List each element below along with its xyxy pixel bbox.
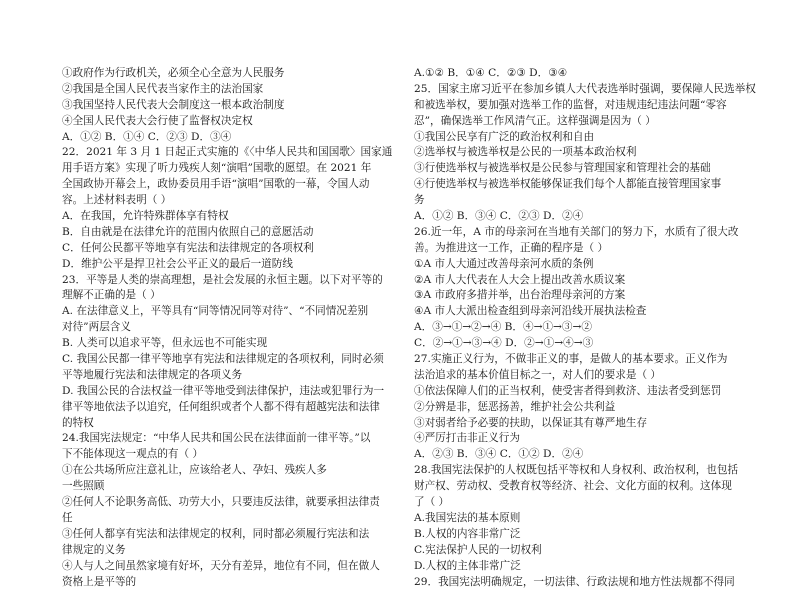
text-line: 善。为推进这一工作，正确的程序是（ ） [414,241,714,257]
text-line: ③任何人都享有宪法和法律规定的权利，同时都必须履行宪法和法 [62,527,362,543]
text-line: C.宪法保护人民的一切权利 [414,543,714,559]
text-line: ①我国公民享有广泛的政治权利和自由 [414,130,714,146]
text-line: D．维护公平是捍卫社会公平正义的最后一道防线 [62,257,362,273]
text-line: 忍”，确保选举工作风清气正。这样强调是因为（ ） [414,114,714,130]
text-line: 法治追求的基本价值目标之一，对人们的要求是（ ） [414,368,714,384]
text-line: 的特权 [62,416,362,432]
text-line: 律平等地依法予以追究，任何组织或者个人都不得有超越宪法和法律 [62,400,362,416]
text-line: 和被选举权，要加强对选举工作的监督，对违规违纪违法问题“零容 [414,98,714,114]
text-line: 容。上述材料表明（ ） [62,193,362,209]
text-line: B.人权的内容非常广泛 [414,527,714,543]
text-line: 一些照顾 [62,479,362,495]
text-line: A．①② B．①④ C．②③ D．③④ [62,130,362,146]
text-line: 务 [414,193,714,209]
page-fold [397,0,398,561]
text-line: A.①② B．①④ C．②③ D．③④ [414,66,714,82]
text-line: 22．2021 年 3 月 1 日起正式实施的《〈中华人民共和国国歌〉国家通 [62,145,362,161]
text-line: 25．国家主席习近平在参加乡镇人大代表选举时强调，要保障人民选举权 [414,82,714,98]
text-line: ④人与人之间虽然家境有好坏，天分有差异，地位有不同，但在做人 [62,559,362,575]
text-line: D. 我国公民的合法权益一律平等地受到法律保护，违法或犯罪行为一 [62,384,362,400]
text-line: A.我国宪法的基本原则 [414,511,714,527]
text-line: C．②→①→③→④ D．②→①→④→③ [414,336,714,352]
text-line: 资格上是平等的 [62,575,362,590]
text-line: ③行使选举权与被选举权是公民参与管理国家和管理社会的基础 [414,161,714,177]
text-line: C. 我国公民都一律平等地享有宪法和法律规定的各项权利，同时必须 [62,352,362,368]
text-line: 全国政协开幕会上，政协委员用手语“演唱”国歌的一幕，令国人动 [62,177,362,193]
text-line: ①在公共场所应注意礼让，应该给老人、孕妇、残疾人多 [62,463,362,479]
text-line: 24.我国宪法规定：“中华人民共和国公民在法律面前一律平等。”以 [62,431,362,447]
text-line: ①政府作为行政机关，必须全心全意为人民服务 [62,66,362,82]
text-line: 对待”两层含义 [62,320,362,336]
text-line: ②A 市人大代表在人大会上提出改善水质议案 [414,273,714,289]
text-line: A．①② B．③④ C．②③ D．②④ [414,209,714,225]
text-line: B．自由就是在法律允许的范围内依照自己的意愿活动 [62,225,362,241]
text-line: 平等地履行宪法和法律规定的各项义务 [62,368,362,384]
left-column [62,66,362,590]
text-line: ④行使选举权与被选举权能够保证我们每个人都能直接管理国家事 [414,177,714,193]
text-line: 29．我国宪法明确规定，一切法律、行政法规和地方性法规都不得同 [414,575,714,590]
text-line: 理解不正确的是（ ） [62,288,362,304]
text-line: 任 [62,511,362,527]
text-line: 28.我国宪法保护的人权既包括平等权和人身权利、政治权利，也包括 [414,463,714,479]
text-line: C．任何公民都平等地享有宪法和法律规定的各项权利 [62,241,362,257]
text-line: 23．平等是人类的崇高理想，是社会发展的永恒主题。以下对平等的 [62,273,362,289]
text-line: ④全国人民代表大会行使了监督权决定权 [62,114,362,130]
text-line: ②任何人不论职务高低、功劳大小，只要违反法律，就要承担法律责 [62,495,362,511]
text-line: 下不能体现这一观点的有（ ） [62,447,362,463]
text-line: 财产权、劳动权、受教育权等经济、社会、文化方面的权利。这体现 [414,479,714,495]
text-line: 律规定的义务 [62,543,362,559]
text-line: ③我国坚持人民代表大会制度这一根本政治制度 [62,98,362,114]
text-line: 用手语方案》实现了听力残疾人刻“演唱”国歌的愿望。在 2021 年 [62,161,362,177]
text-line: ③对弱者给予必要的扶助，以保证其有尊严地生存 [414,416,714,432]
right-column [414,66,714,590]
text-line: ①A 市人大通过改善母亲河水质的条例 [414,257,714,273]
text-line: ②我国是全国人民代表当家作主的法治国家 [62,82,362,98]
text-line: ②分辨是非，惩恶扬善，维护社会公共利益 [414,400,714,416]
text-line: A．在我国，允许特殊群体享有特权 [62,209,362,225]
text-line: 27.实施正义行为，不做非正义的事，是做人的基本要求。正义作为 [414,352,714,368]
text-line: B. 人类可以追求平等，但永远也不可能实现 [62,336,362,352]
text-line: 了（ ） [414,495,714,511]
text-line: ④A 市人大派出检查组到母亲河沿线开展执法检查 [414,304,714,320]
text-line: D.人权的主体非常广泛 [414,559,714,575]
text-line: ③A 市政府多措并举，出台治理母亲河的方案 [414,288,714,304]
text-line: A．②③ B．③④ C．①② D．②④ [414,447,714,463]
text-line: ②选举权与被选举权是公民的一项基本政治权利 [414,145,714,161]
text-line: ①依法保障人们的正当权利，使受害者得到救济、违法者受到惩罚 [414,384,714,400]
text-line: A. 在法律意义上，平等具有“同等情况同等对待”、“不同情况差别 [62,304,362,320]
text-line: ④严厉打击非正义行为 [414,431,714,447]
text-line: A．③→①→②→④ B．④→①→③→② [414,320,714,336]
text-line: 26.近一年，A 市的母亲河在当地有关部门的努力下，水质有了很大改 [414,225,714,241]
